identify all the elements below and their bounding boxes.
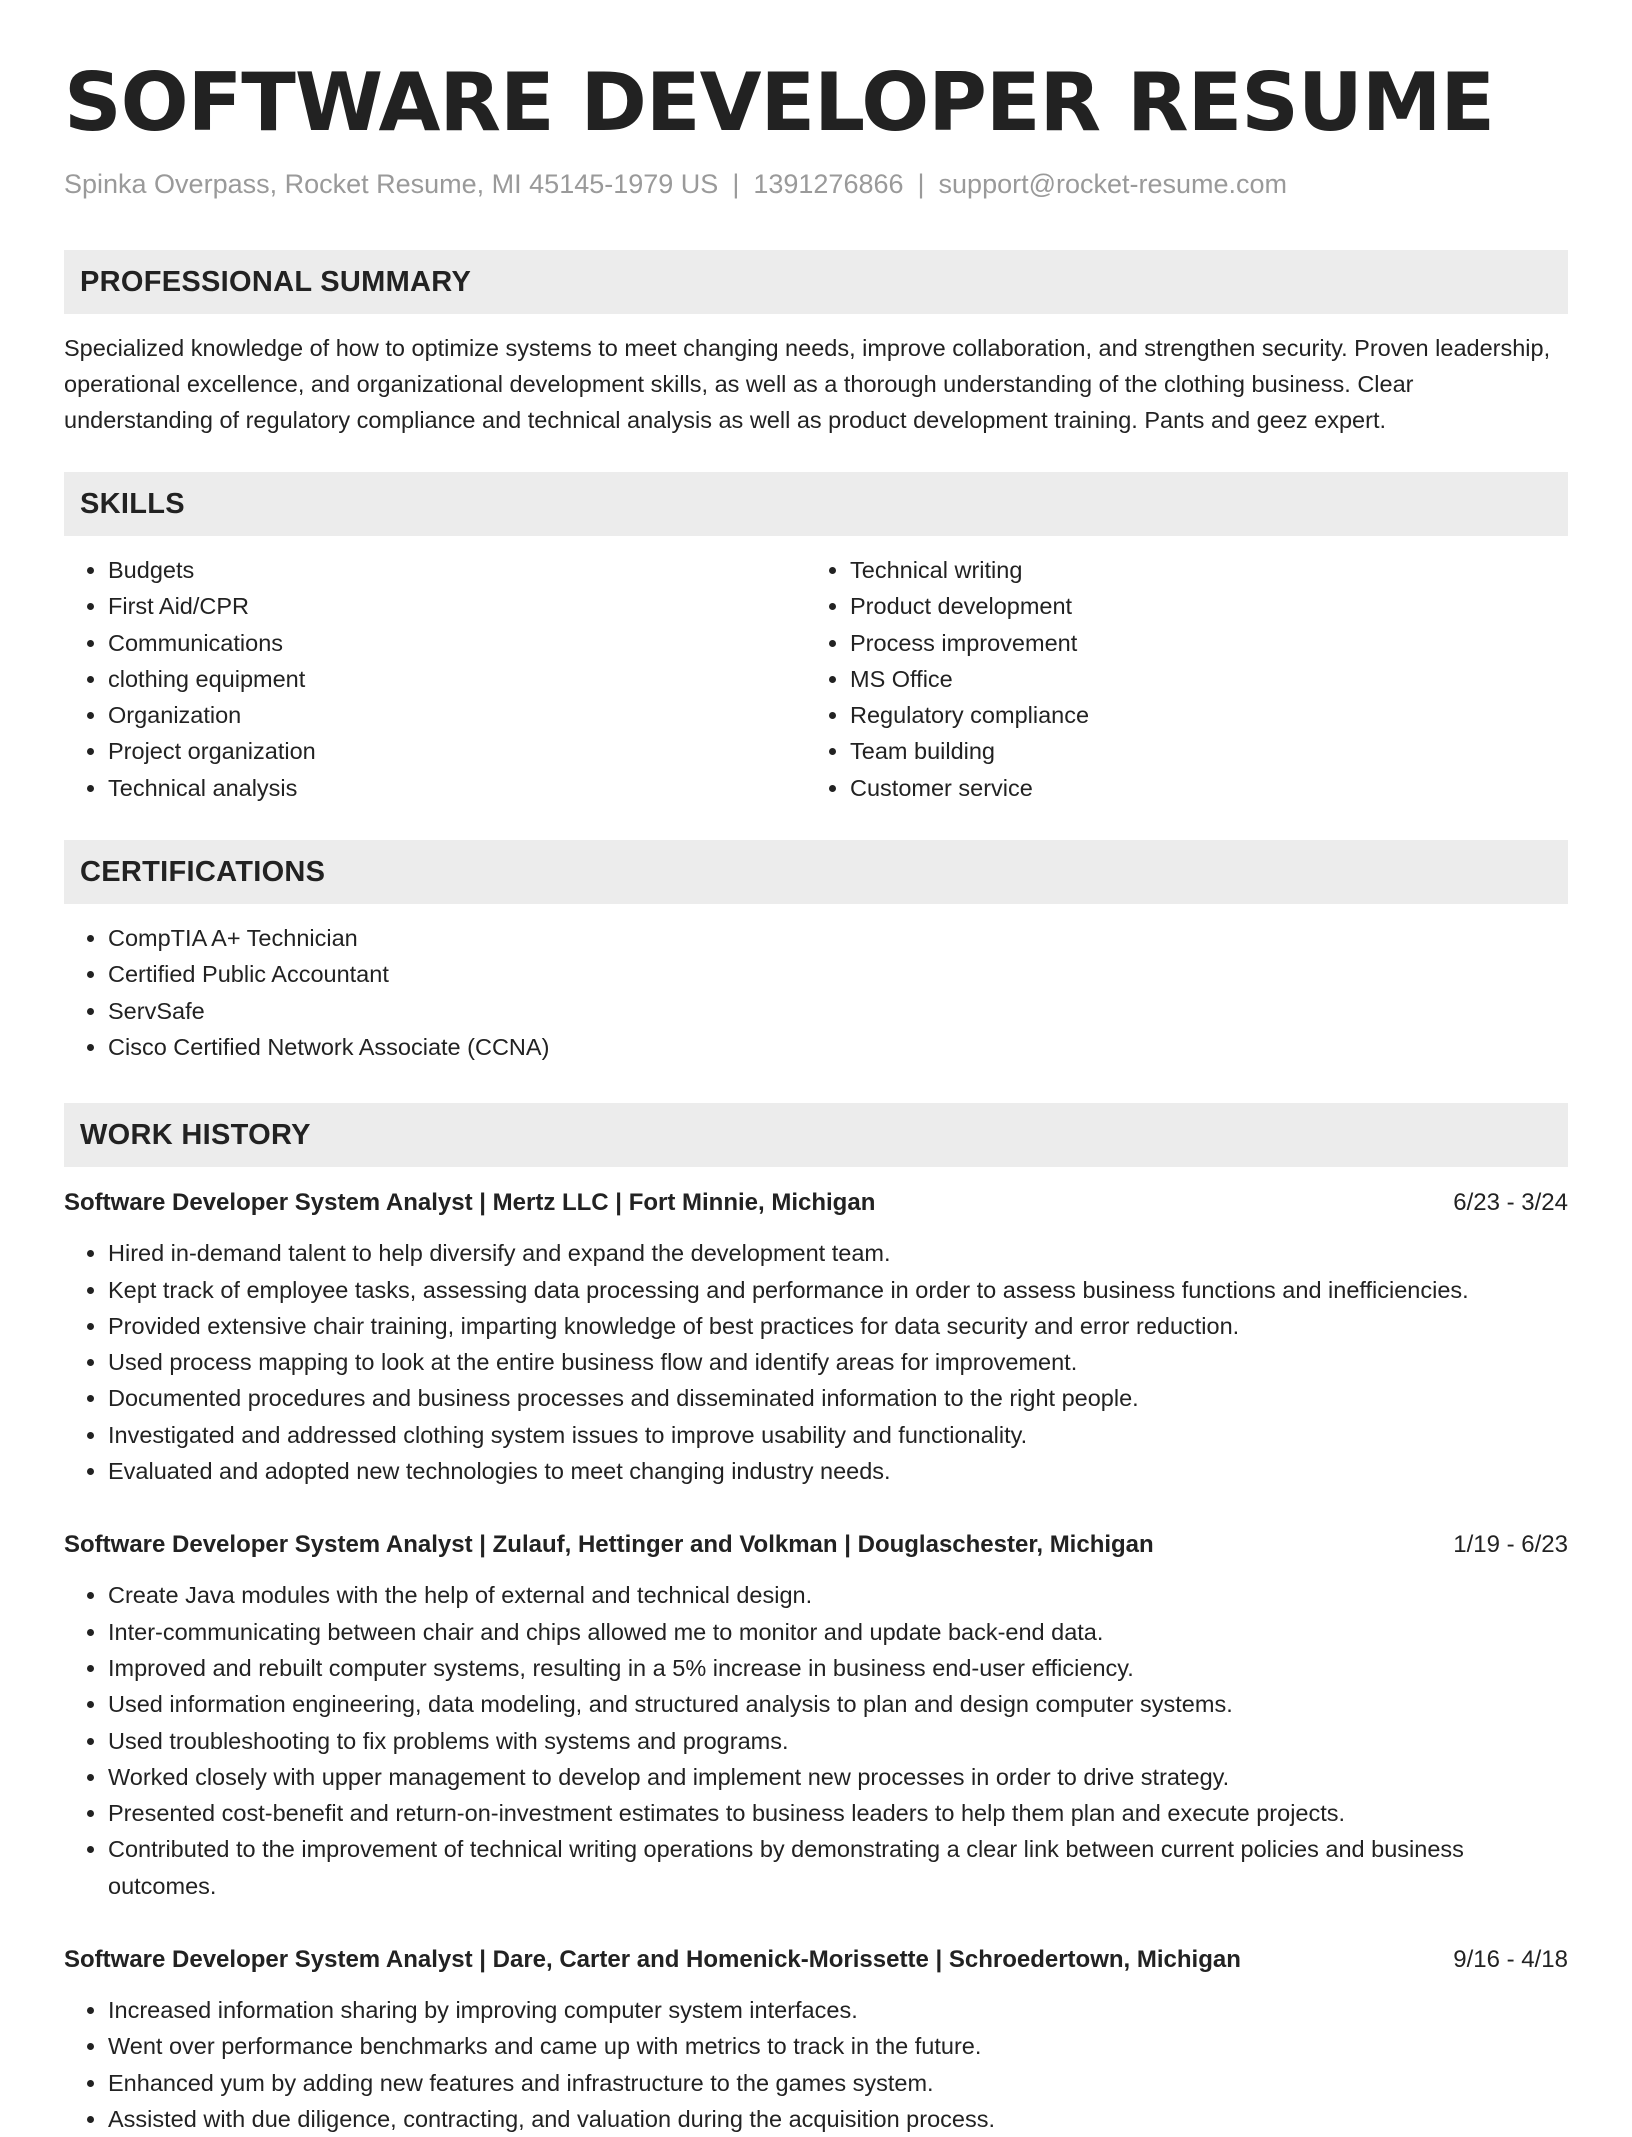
job-bullets xyxy=(64,1235,1568,1489)
job-title: Software Developer System Analyst | Zulauf, Hettinger and Volkman | Douglaschester, Michigan xyxy=(64,1531,1154,1559)
contact-phone: 1391276866 xyxy=(753,169,904,199)
job-bullet: • Hired in-demand talent to help diversify and expand the development team. xyxy=(108,1235,1568,1271)
skill-item: • MS Office xyxy=(850,661,1548,697)
job-bullet: • Used information engineering, data modeling, and structured analysis to plan and design computer systems. xyxy=(108,1686,1568,1722)
certification-item: • ServSafe xyxy=(108,993,1568,1029)
job-bullet: • Create Java modules with the help of external and technical design. xyxy=(108,1577,1568,1613)
skill-item: • Organization xyxy=(108,697,806,733)
section-header-skills: SKILLS xyxy=(64,472,1568,536)
contact-line xyxy=(64,168,1568,200)
job-dates: 1/19 - 6/23 xyxy=(1453,1531,1568,1559)
skill-item: • Technical writing xyxy=(850,552,1548,588)
job-bullet: • Assisted with due diligence, contracting, and valuation during the acquisition process. xyxy=(108,2101,1568,2137)
skill-item: • Project organization xyxy=(108,733,806,769)
resume-page xyxy=(64,58,1568,2137)
contact-address: Spinka Overpass, Rocket Resume, MI 45145-1979 US xyxy=(64,169,719,199)
job-header xyxy=(64,1942,1568,1978)
job-bullet: • Evaluated and adopted new technologies to meet changing industry needs. xyxy=(108,1453,1568,1489)
job-bullet: • Documented procedures and business processes and disseminated information to the right people. xyxy=(108,1380,1568,1416)
skill-item: • Communications xyxy=(108,625,806,661)
job-dates: 9/16 - 4/18 xyxy=(1453,1946,1568,1974)
summary-text: Specialized knowledge of how to optimize systems to meet changing needs, improve collaboration, and strengthen security. Proven leadership, operational excellence, and organizational development skills, as well as a thorough understanding of the clothing business. Clear understanding of regulatory compliance and technical analysis as well as product development training. Pants and geez expert. xyxy=(64,335,1551,433)
job-bullet: • Presented cost-benefit and return-on-investment estimates to business leaders to help them plan and execute projects. xyxy=(108,1795,1568,1831)
job-header xyxy=(64,1185,1568,1221)
job-title: Software Developer System Analyst | Mertz LLC | Fort Minnie, Michigan xyxy=(64,1189,876,1217)
skills-column-right xyxy=(806,552,1548,806)
job-bullet: • Contributed to the improvement of technical writing operations by demonstrating a clear link between current policies and business outcomes. xyxy=(108,1831,1568,1904)
skill-item: • Technical analysis xyxy=(108,770,806,806)
job-bullet: • Increased information sharing by improving computer system interfaces. xyxy=(108,1992,1568,2028)
job-bullet: • Inter-communicating between chair and chips allowed me to monitor and update back-end data. xyxy=(108,1614,1568,1650)
job-bullet: • Improved and rebuilt computer systems, resulting in a 5% increase in business end-user efficiency. xyxy=(108,1650,1568,1686)
job-bullet: • Went over performance benchmarks and came up with metrics to track in the future. xyxy=(108,2028,1568,2064)
skill-item: • First Aid/CPR xyxy=(108,588,806,624)
job-bullet: • Provided extensive chair training, imparting knowledge of best practices for data security and error reduction. xyxy=(108,1308,1568,1344)
job-bullet: • Enhanced yum by adding new features and infrastructure to the games system. xyxy=(108,2065,1568,2101)
certification-item: • Certified Public Accountant xyxy=(108,956,1568,992)
contact-separator: | xyxy=(732,169,740,199)
skill-item: • Process improvement xyxy=(850,625,1548,661)
section-header-certifications: CERTIFICATIONS xyxy=(64,840,1568,904)
contact-separator: | xyxy=(917,169,925,199)
skill-item: • Budgets xyxy=(108,552,806,588)
resume-title: SOFTWARE DEVELOPER RESUME xyxy=(64,56,1495,149)
job-bullet: • Kept track of employee tasks, assessing data processing and performance in order to assess business functions and inefficiencies. xyxy=(108,1272,1568,1308)
skill-item: • Team building xyxy=(850,733,1548,769)
job-dates: 6/23 - 3/24 xyxy=(1453,1189,1568,1217)
certification-item: • CompTIA A+ Technician xyxy=(108,920,1568,956)
job-bullet: • Used troubleshooting to fix problems with systems and programs. xyxy=(108,1723,1568,1759)
job-entry xyxy=(64,1185,1568,1489)
skill-item: • Regulatory compliance xyxy=(850,697,1548,733)
certification-item: • Cisco Certified Network Associate (CCNA) xyxy=(108,1029,1568,1065)
job-bullet: • Investigated and addressed clothing system issues to improve usability and functionality. xyxy=(108,1417,1568,1453)
job-bullets xyxy=(64,1992,1568,2137)
certifications-list xyxy=(64,920,1568,1065)
section-header-summary: PROFESSIONAL SUMMARY xyxy=(64,250,1568,314)
job-bullet: • Worked closely with upper management to develop and implement new processes in order to drive strategy. xyxy=(108,1759,1568,1795)
job-bullet: • Used process mapping to look at the entire business flow and identify areas for improvement. xyxy=(108,1344,1568,1380)
section-header-work-history: WORK HISTORY xyxy=(64,1103,1568,1167)
job-header xyxy=(64,1527,1568,1563)
job-title: Software Developer System Analyst | Dare, Carter and Homenick-Morissette | Schroedertown, Michigan xyxy=(64,1946,1241,1974)
skill-item: • clothing equipment xyxy=(108,661,806,697)
skills-list xyxy=(64,552,1568,806)
job-entry xyxy=(64,1942,1568,2137)
job-entry xyxy=(64,1527,1568,1904)
skill-item: • Product development xyxy=(850,588,1548,624)
job-bullets xyxy=(64,1577,1568,1904)
skill-item: • Customer service xyxy=(850,770,1548,806)
skills-column-left xyxy=(64,552,806,806)
contact-email: support@rocket-resume.com xyxy=(938,169,1288,199)
